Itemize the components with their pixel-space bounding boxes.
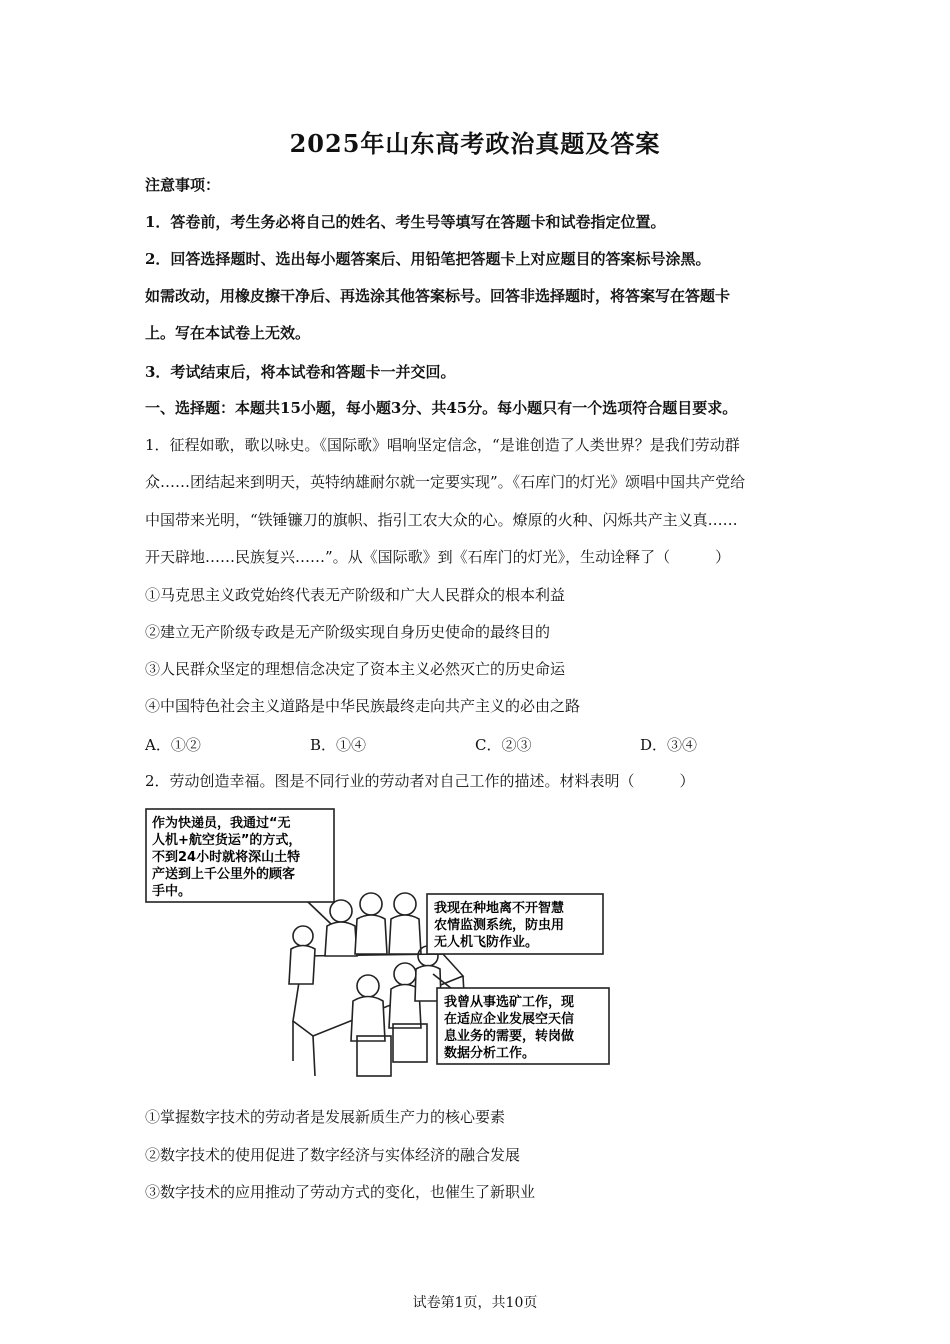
bubble1-line-2: 人机+航空货运”的方式， <box>152 833 302 848</box>
bubble1-line-3: 不到24小时就将深山土特 <box>152 850 301 865</box>
q2-statement-1: ①掌握数字技术的劳动者是发展新质生产力的核心要素 <box>145 1108 506 1126</box>
bubble3-line-4: 数据分析工作。 <box>444 1046 536 1061</box>
q1-statement-3: ③人民群众坚定的理想信念决定了资本主义必然灭亡的历史命运 <box>145 660 566 678</box>
q2-illustration <box>143 806 613 1096</box>
section-heading: 一、选择题：本题共15小题，每小题3分、共45分。每小题只有一个选项符合题目要求。 <box>145 399 738 417</box>
q1-options <box>145 734 805 754</box>
notice-line-4: 上。写在本试卷上无效。 <box>145 324 311 342</box>
page-footer: 试卷第1页，共10页 <box>412 1295 538 1311</box>
bubble1-line-1: 作为快递员，我通过“无 <box>152 816 291 831</box>
q1-stem-line-1: 1．征程如歌，歌以咏史。《国际歌》唱响坚定信念，“是谁创造了人类世界？是我们劳动群 <box>145 436 740 454</box>
notice-heading: 注意事项： <box>145 176 221 194</box>
bubble3-line-2: 在适应企业发展空天信 <box>444 1012 575 1027</box>
q1-option-a: A．①② <box>145 736 201 754</box>
bubble2-line-3: 无人机飞防作业。 <box>434 935 539 950</box>
q2-stem: 2．劳动创造幸福。图是不同行业的劳动者对自己工作的描述。材料表明（ ） <box>145 772 695 790</box>
notice-line-5: 3．考试结束后，将本试卷和答题卡一并交回。 <box>145 363 456 381</box>
page-title: 2025年山东高考政治真题及答案 <box>289 129 661 158</box>
q1-stem-line-2: 众……团结起来到明天，英特纳雄耐尔就一定要实现”。《石库门的灯光》颂唱中国共产党给 <box>145 473 746 491</box>
bubble3-line-3: 息业务的需要，转岗做 <box>444 1029 575 1044</box>
q1-stem-line-3: 中国带来光明，“铁锤镰刀的旗帜、指引工农大众的心。燎原的火种、闪烁共产主义真…… <box>145 511 738 529</box>
q1-option-d: D．③④ <box>640 736 698 754</box>
q1-statement-4: ④中国特色社会主义道路是中华民族最终走向共产主义的必由之路 <box>145 697 581 715</box>
notice-line-3: 如需改动，用橡皮擦干净后、再选涂其他答案标号。回答非选择题时，将答案写在答题卡 <box>145 287 731 305</box>
q2-statement-2: ②数字技术的使用促进了数字经济与实体经济的融合发展 <box>145 1146 521 1164</box>
notice-line-1: 1．答卷前，考生务必将自己的姓名、考生号等填写在答题卡和试卷指定位置。 <box>145 213 666 231</box>
bubble1-line-4: 产送到上千公里外的顾客 <box>152 867 296 882</box>
q2-statement-3: ③数字技术的应用推动了劳动方式的变化，也催生了新职业 <box>145 1183 536 1201</box>
bubble3-line-1: 我曾从事选矿工作，现 <box>444 995 575 1010</box>
q1-option-c: C．②③ <box>475 736 532 754</box>
notice-line-2: 2．回答选择题时、选出每小题答案后、用铅笔把答题卡上对应题目的答案标号涂黑。 <box>145 250 711 268</box>
q1-statement-2: ②建立无产阶级专政是无产阶级实现自身历史使命的最终目的 <box>145 623 551 641</box>
q1-option-b: B．①④ <box>310 736 367 754</box>
bubble2-line-2: 农情监测系统，防虫用 <box>434 918 565 933</box>
q1-statement-1: ①马克思主义政党始终代表无产阶级和广大人民群众的根本利益 <box>145 586 566 604</box>
q1-stem-line-4: 开天辟地……民族复兴……”。从《国际歌》到《石库门的灯光》，生动诠释了（ ） <box>145 548 731 566</box>
bubble2-line-1: 我现在种地离不开智慧 <box>434 901 565 916</box>
bubble1-line-5: 手中。 <box>152 884 192 899</box>
